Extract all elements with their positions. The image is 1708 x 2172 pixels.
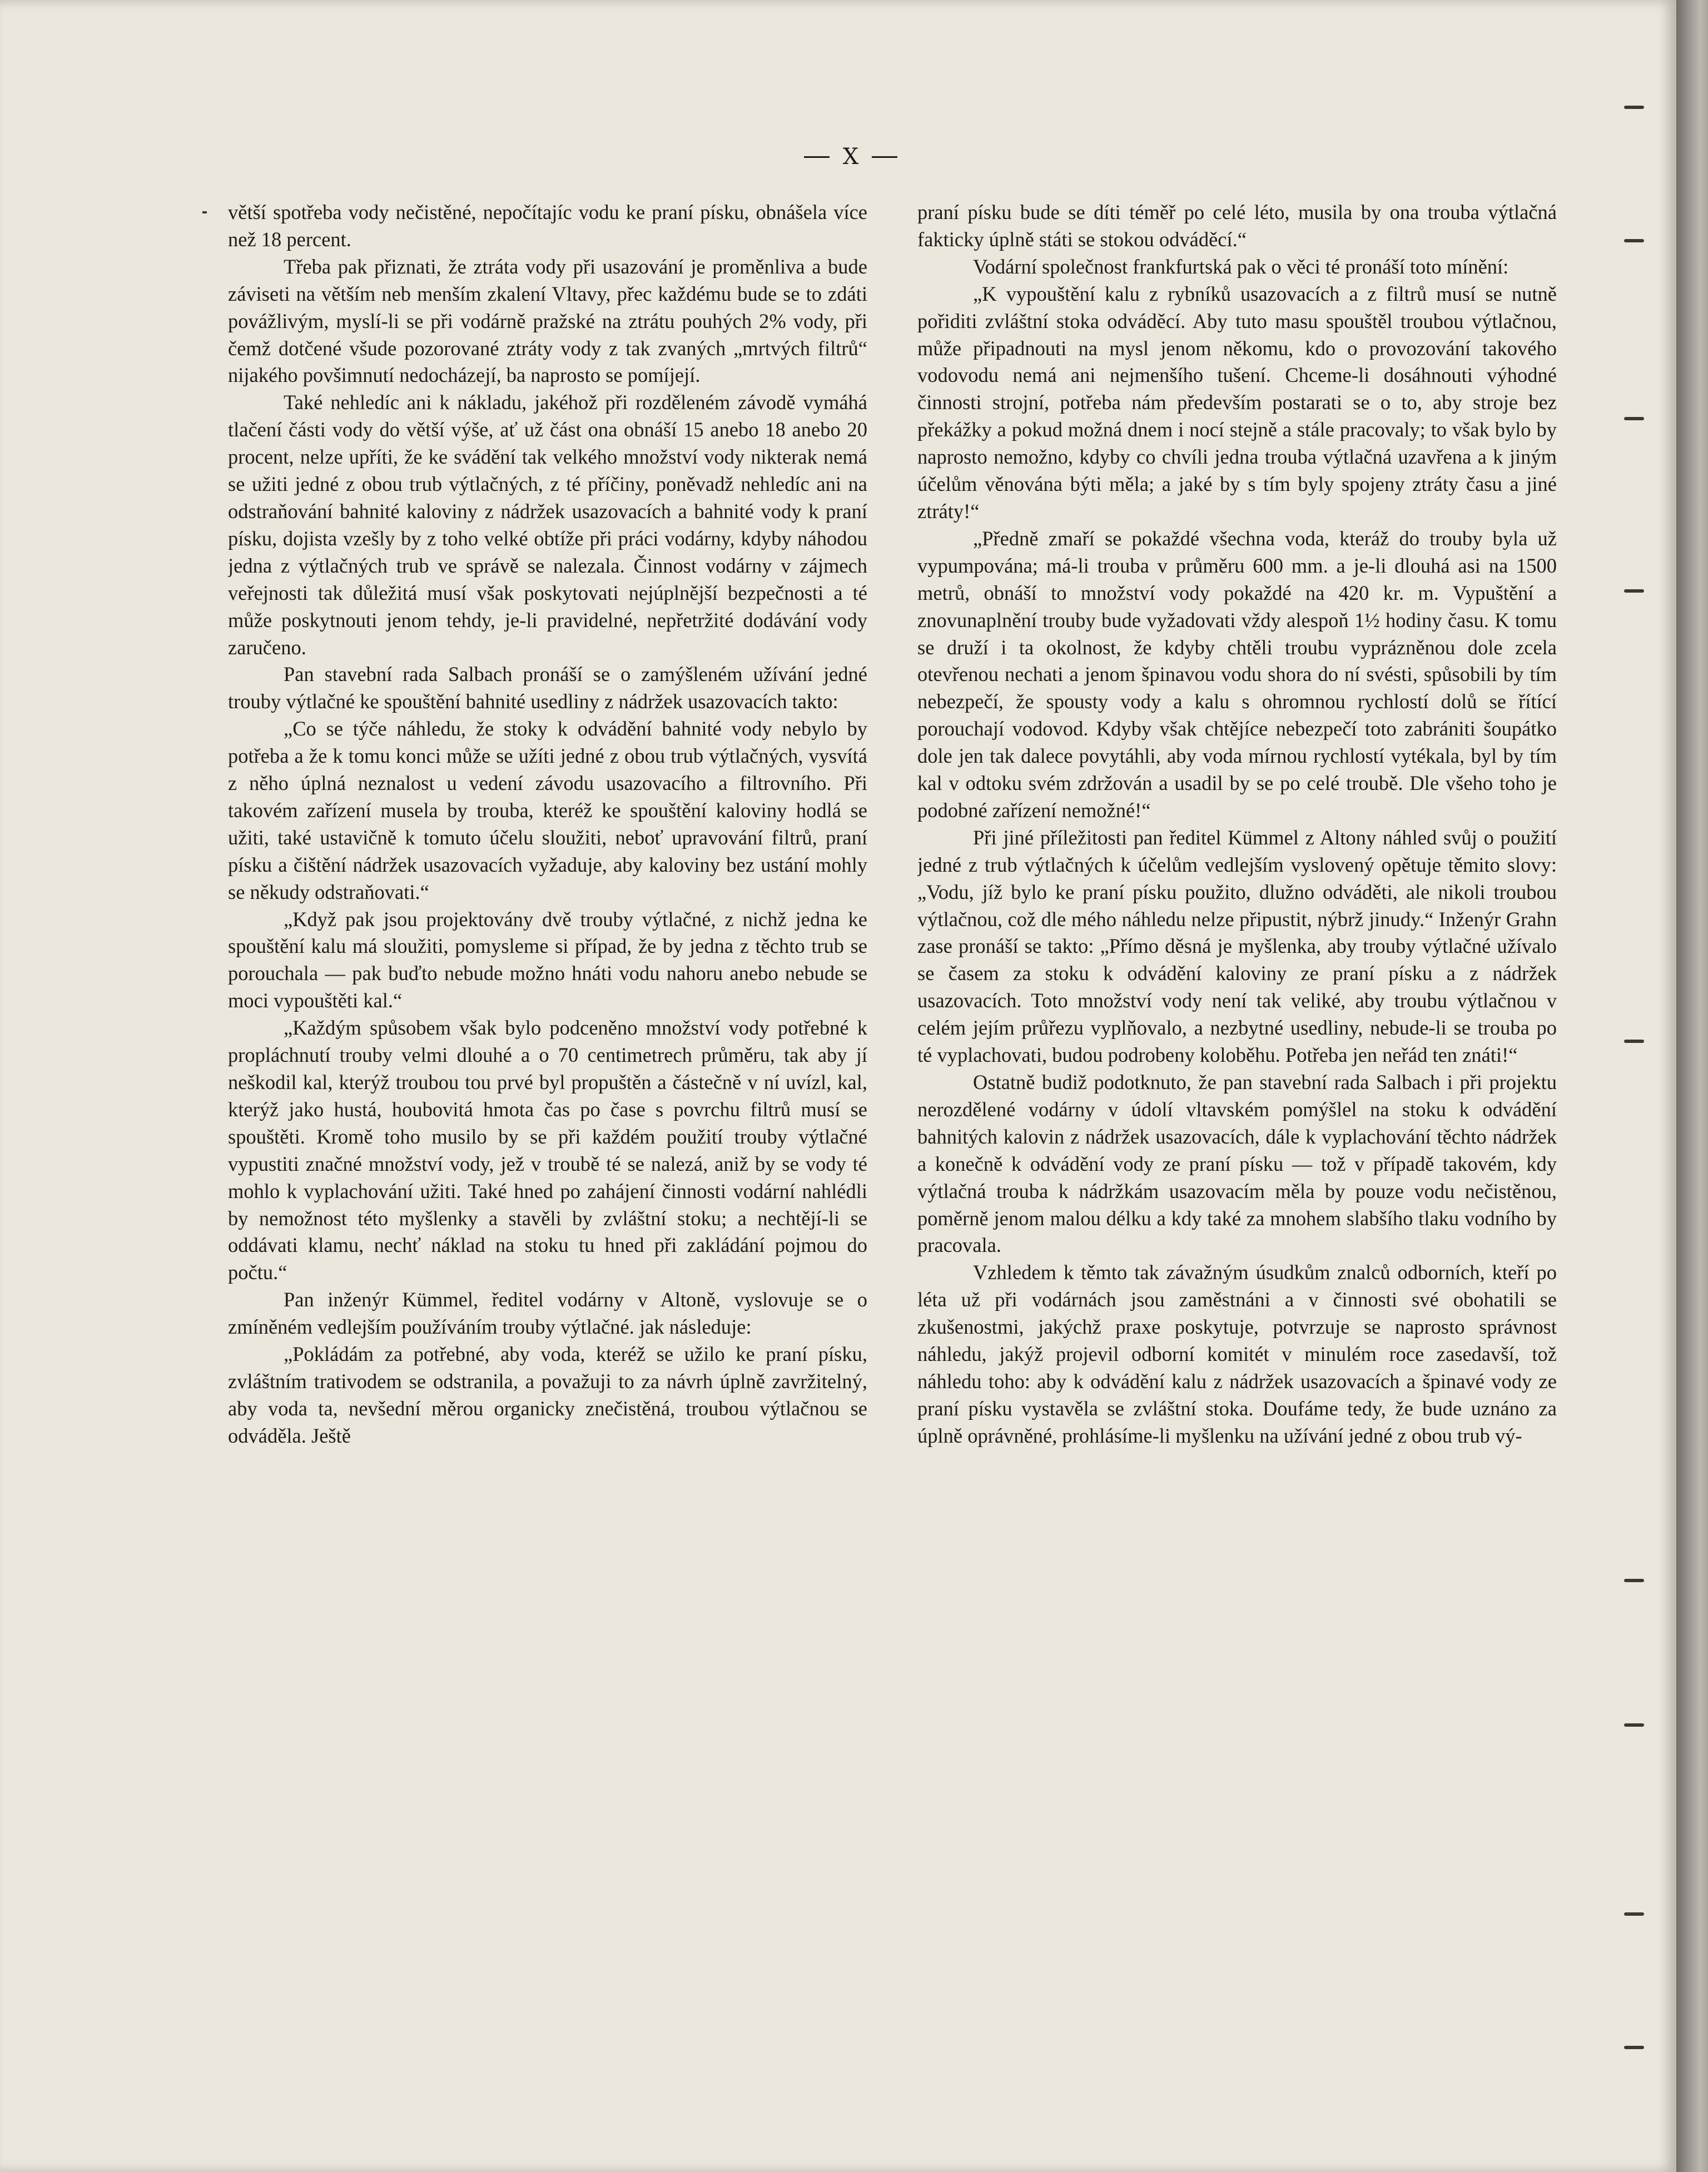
binding-tick (1624, 417, 1644, 420)
binding-tick (1624, 239, 1644, 242)
paragraph: větší spotřeba vody nečistěné, nepočítajíc vodu ke praní písku, obnášela více než 18 percent. (228, 201, 867, 251)
paragraph: Také nehledíc ani k nákladu, jakéhož při rozděleném závodě vymáhá tlačení části vody do větší výše, ať už část ona obnáší 15 anebo 18 anebo 20 procent, nelze upříti, že ke svádění tak velkého množství vody nikterak nemá se užiti jedné z obou trub výtlačných, z té příčiny, poněvadž nehledíc ani na odstraňování bahnité kaloviny z nádržek usazovacích a bahnité vody k praní písku, dojista vzešly by z toho velké obtíže při práci vodárny, kdyby náhodou jedna z výtlačných trub ve správě se nalezala. Činnost vodárny v zájmech veřejnosti tak důležitá musí však poskytovati nejúplnější bezpečnosti a té může poskytnouti jenom tehdy, je-li pravidelné, nepřetržité dodávání vody zaručeno. (228, 391, 867, 659)
paragraph: Ostatně budiž podotknuto, že pan stavební rada Salbach i při projektu nerozdělené vodárny v údolí vltavském pomýšlel na stoku k odvádění bahnitých kalovin z nádržek usazovacích, dále k vyplachování těchto nádržek a konečně k odvádění vody ze praní písku — tož v případě takovém, kdy výtlačná trouba k nádržkám usazovacím měla by pouze vodu nečistěnou, poměrně jenom malou délku a kdy také za mnohem slabšího tlaku vodního by pracovala. (917, 1071, 1557, 1257)
quote-paragraph: „Předně zmaří se pokaždé všechna voda, kteráž do trouby byla už vypumpována; má-li trouba v průměru 600 mm. a je-li dlouhá asi na 1500 metrů, obnáší to množství vody pokaždé na 420 kr. m. Vypuštění a znovunaplnění trouby bude vyžadovati vždy alespoň 1½ hodiny času. K tomu se druží i ta okolnost, že kdyby chtěli troubu vyprázněnou dole zcela otevřenou nechati a jenom špinavou vodu shora do ní svésti, spůsobili by tím nebezpečí, že spousty vody a kalu s ohromnou rychlostí dolů se řítící porouchají vodovod. Kdyby však chtějíce nebezpečí toto zabrániti šoupátko dole jen tak dalece povytáhli, aby voda mírnou rychlostí vytékala, byl by tím kal v odtoku svém zdržován a usadil by se po celé troubě. Dle všeho toho je podobné zařízení nemožné!“ (917, 526, 1557, 822)
binding-tick (1624, 1040, 1644, 1043)
paragraph: praní písku bude se díti téměř po celé léto, musila by ona trouba výtlačná fakticky úplně státi se stokou odváděcí.“ (917, 201, 1557, 251)
right-column (917, 199, 1557, 1906)
binding-tick (1624, 1912, 1644, 1916)
quote-paragraph: „Každým spůsobem však bylo podceněno množství vody potřebné k propláchnutí trouby velmi dlouhé a o 70 centimetrech průměru, tak aby jí neškodil kal, kterýž troubou tou prvé byl propuštěn a částečně v ní uvízl, kal, kterýž jako hustá, houbovitá hmota čas po čase s povrchu filtrů musí se spouštěti. Kromě toho musilo by se při každém použití trouby výtlačné vypustiti značné množství vody, jež v troubě té se nalezá, aniž by se vody té mohlo k vyplachování užiti. Také hned po zahájení činnosti vodární nahlédli by nemožnost této myšlenky a stavěli by zvláštní stoku; a nechtějí-li se oddávati klamu, nechť náklad na stoku tu hned při zakládání pojmou do počtu.“ (228, 1016, 867, 1284)
paragraph: Vodární společnost frankfurtská pak o věci té pronáší toto mínění: (973, 255, 1509, 278)
quote-paragraph: „Co se týče náhledu, že stoky k odvádění bahnité vody nebylo by potřeba a že k tomu konci může se užíti jedné z obou trub výtlačných, vysvítá z něho úplná neznalost u vedení závodu usazovacího a filtrovního. Při takovém zařízení musela by trouba, kteréž ke spouštění kaloviny hodlá se užiti, také ustavičně k tomuto účelu sloužiti, neboť upravování filtrů, praní písku a čištění nádržek usazovacích vyžaduje, aby kaloviny bez ustání mohly se někudy odstraňovati.“ (228, 717, 867, 903)
binding-tick (1624, 1723, 1644, 1727)
page-number: X (842, 144, 859, 170)
paragraph: Třeba pak přiznati, že ztráta vody při usazování je proměnliva a bude záviseti na větším neb menším zkalení Vltavy, přec každému bude se to zdáti povážlivým, myslí-li se při vodárně pražské na ztrátu pouhých 2% vody, při čemž dotčené všude pozorované ztráty vody z tak zvaných „mrtvých filtrů“ nijakého povšimnutí nedocházejí, ba naprosto se pomíjejí. (228, 255, 867, 387)
quote-paragraph: „Pokládám za potřebné, aby voda, kteréž se užilo ke praní písku, zvláštním trativodem se odstranila, a považuji to za návrh úplně zavržitelný, aby voda ta, nevšední měrou organicky znečistěná, troubou výtlačnou se odváděla. Ještě (228, 1343, 867, 1447)
quote-paragraph: „Když pak jsou projektovány dvě trouby výtlačné, z nichž jedna ke spouštění kalu má sloužiti, pomysleme si případ, že by jedna z těchto trub se porouchala — pak buďto nebude možno hnáti vodu nahoru anebo nebude se moci vypouštěti kal.“ (228, 907, 867, 1012)
left-column (228, 199, 867, 1906)
binding-tick (1624, 589, 1644, 593)
binding-tick (1624, 106, 1644, 109)
page-header (745, 140, 956, 173)
paragraph: Vzhledem k těmto tak závažným úsudkům znalců odborních, kteří po léta už při vodárnách jsou zaměstnáni a v činnosti své obohatili se zkušenostmi, jakýchž praxe poskytuje, potvrzuje se naprosto správnost náhledu, jakýž projevil odborní komitét v minulém roce zasedavší, tož náhledu toho: aby k odvádění kalu z nádržek usazovacích a špinavé vody ze praní písku vystavěla se zvláštní stoka. Doufáme tedy, že bude uznáno za úplně oprávněné, prohlásíme-li myšlenku na užívání jedné z obou trub vý- (917, 1261, 1557, 1447)
header-dash-right (872, 156, 897, 158)
book-binding-edge (1676, 0, 1708, 2172)
header-dash-left (804, 156, 830, 158)
paragraph: Pan inženýr Kümmel, ředitel vodárny v Altoně, vyslovuje se o zmíněném vedlejším používáním trouby výtlačné. jak následuje: (228, 1288, 867, 1339)
paragraph: Pan stavební rada Salbach pronáší se o zamýšleném užívání jedné trouby výtlačné ke spouštění bahnité usedliny z nádržek usazovacích takto: (228, 663, 867, 713)
quote-paragraph: „K vypouštění kalu z rybníků usazovacích a z filtrů musí se nutně pořiditi zvláštní stoka odváděcí. Aby tuto masu spouštěl troubou výtlačnou, může připadnouti na mysl jenom někomu, kdo o provozování takového vodovodu nemá ani nejmenšího tušení. Chceme-li dosáhnouti výhodné činnosti strojní, potřeba nám především postarati se o to, aby stroje bez překážky a pokud možná dnem i nocí stejně a stále pracovaly; to však bylo by naprosto nemožno, kdyby co chvíli jedna trouba výtlačná uzavřena a k jiným účelům věnována býti měla; a jaké by s tím byly spojeny ztráty času a jiné ztráty!“ (917, 282, 1557, 523)
binding-tick (1624, 1579, 1644, 1582)
paragraph: Při jiné příležitosti pan ředitel Kümmel z Altony náhled svůj o použití jedné z trub výtlačných k účelům vedlejším vyslovený opětuje těmito slovy: „Vodu, jíž bylo ke praní písku použito, dlužno odváděti, ale nikoli troubou výtlačnou, což dle mého náhledu nelze připustit, nýbrž jinudy.“ Inženýr Grahn zase pronáší se takto: „Přímo děsná je myšlenka, aby trouby výtlačné užívalo se časem za stoku k odvádění kaloviny ze praní písku a z nádržek usazovacích. Toto množství vody není tak veliké, aby troubu výtlačnou v celém jejím průřezu vyplňovalo, a nezbytné usedliny, nebude-li se trouba po té vyplachovati, budou podrobeny koloběhu. Potřeba jen neřád ten znáti!“ (917, 826, 1557, 1067)
binding-tick (1624, 2046, 1644, 2049)
margin-mark (202, 211, 207, 213)
